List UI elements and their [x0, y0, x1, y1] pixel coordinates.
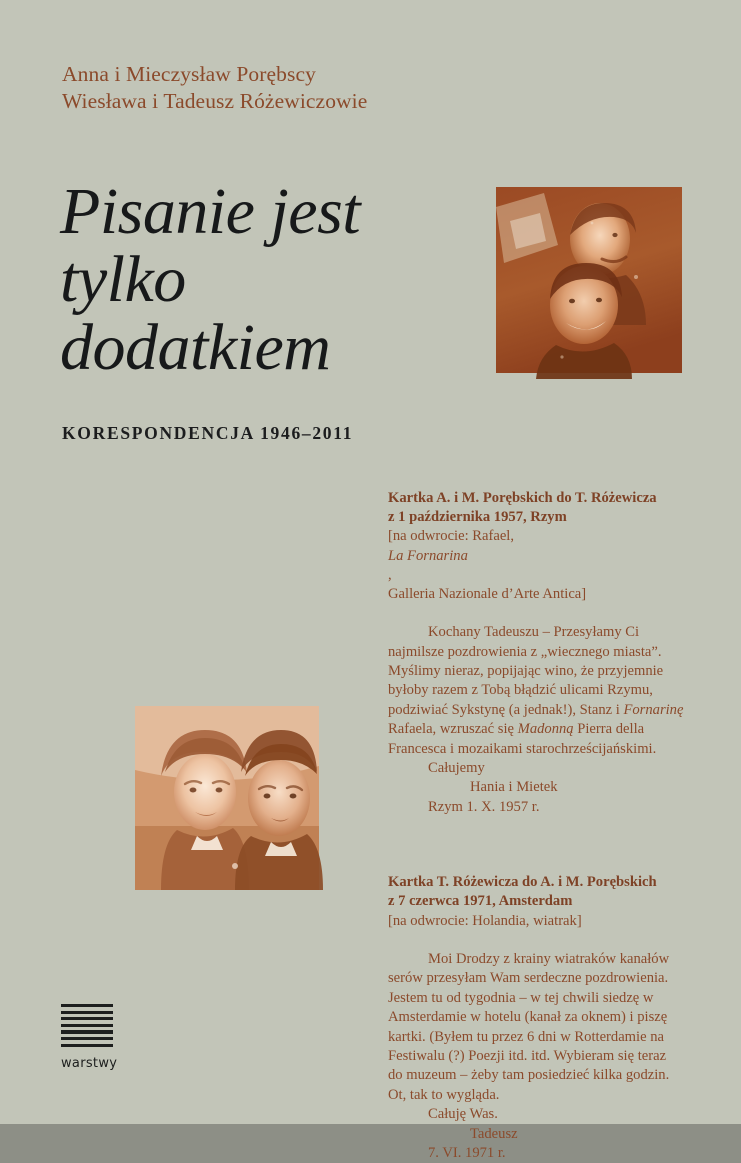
letter-2	[388, 873, 684, 1163]
letter-2-closing: Całuję Was.	[428, 1106, 498, 1123]
letter-2-place-date: 7. VI. 1971 r.	[428, 1144, 506, 1161]
letter-1-body-b: Rafaela, wzruszać się	[388, 721, 518, 738]
photo-top-right-artwork	[496, 187, 682, 373]
letter-1-note-italic: La Fornarina	[388, 547, 468, 564]
letter-1-body-c: Pierra della Francesca i mozaikami starochrześcijańskimi.	[388, 721, 657, 757]
letter-1-header-line-2: z 1 października 1957, Rzym	[388, 509, 567, 526]
letter-1-body	[388, 623, 684, 817]
author-line-1: Anna i Mieczysław Porębscy	[62, 62, 316, 86]
author-line-2: Wiesława i Tadeusz Różewiczowie	[62, 89, 368, 113]
letter-2-header-line-2: z 7 czerwca 1971, Amsterdam	[388, 893, 573, 910]
letter-1-signature: Hania i Mietek	[470, 779, 558, 796]
letter-1-body-italic-2: Madonną	[517, 721, 574, 738]
letter-2-note-line-1: [na odwrocie: Holandia, wiatrak]	[388, 912, 582, 929]
letter-2-header-line-1: Kartka T. Różewicza do A. i M. Porębskich	[388, 874, 657, 891]
letters-column	[388, 489, 684, 1163]
title-line-3: dodatkiem	[60, 311, 331, 384]
title-line-1: Pisanie jest	[60, 175, 361, 248]
letter-2-paragraph: Moi Drodzy z krainy wiatraków kanałów serów przesyłam Wam serdeczne pozdrowienia. Jestem tu od tygodnia – w tej chwili siedzę w Amsterdamie w hotelu (kanał za oknem) i piszę kartki. (Byłem tu przez 6 dni w Rotterdamie na Festiwalu (?) Poezji itd. itd. Wybieram się teraz do muzeum – żeby tam posiedzieć kilka godzin. Ot, tak to wygląda.	[388, 950, 670, 1103]
letter-2-signature: Tadeusz	[470, 1125, 518, 1142]
letter-1-header-line-1: Kartka A. i M. Porębskich do T. Różewicza	[388, 490, 657, 506]
photo-bottom-left	[135, 706, 319, 890]
photo-top-right	[496, 187, 682, 373]
letter-1-place-date: Rzym 1. X. 1957 r.	[428, 798, 540, 815]
letter-2-body	[388, 950, 684, 1163]
photo-bottom-left-artwork	[135, 706, 319, 890]
title-line-2: tylko	[60, 243, 186, 316]
letter-1-note-pre: [na odwrocie: Rafael,	[388, 528, 515, 545]
book-title	[60, 175, 460, 384]
letter-1-note-line-1	[388, 527, 684, 585]
authors-block	[62, 61, 367, 115]
book-subtitle: KORESPONDENCJA 1946–2011	[62, 423, 354, 443]
warstwy-stripes-icon	[61, 1004, 113, 1047]
letter-1-paragraph	[388, 623, 684, 759]
letter-1-closing: Całujemy	[428, 760, 485, 777]
letter-1-header	[388, 489, 684, 604]
letter-1	[388, 489, 684, 817]
letter-1-note-post: ,	[388, 566, 392, 583]
letter-1-body-a: Kochany Tadeuszu – Przesyłamy Ci najmilsze pozdrowienia z „wiecznego miasta”. Myślimy nieraz, popijając wino, że przyjemnie byłoby razem z Tobą błądzić ulicami Rzymu, podziwiać Sykstynę (a jednak!), Stanz i	[388, 624, 664, 718]
letter-1-note-line-2: Galleria Nazionale d’Arte Antica]	[388, 586, 587, 603]
letter-2-header	[388, 873, 684, 931]
publisher-name: warstwy	[61, 1055, 118, 1071]
publisher-logo	[61, 1004, 118, 1071]
letter-1-body-italic-1: Fornarinę	[623, 701, 684, 718]
